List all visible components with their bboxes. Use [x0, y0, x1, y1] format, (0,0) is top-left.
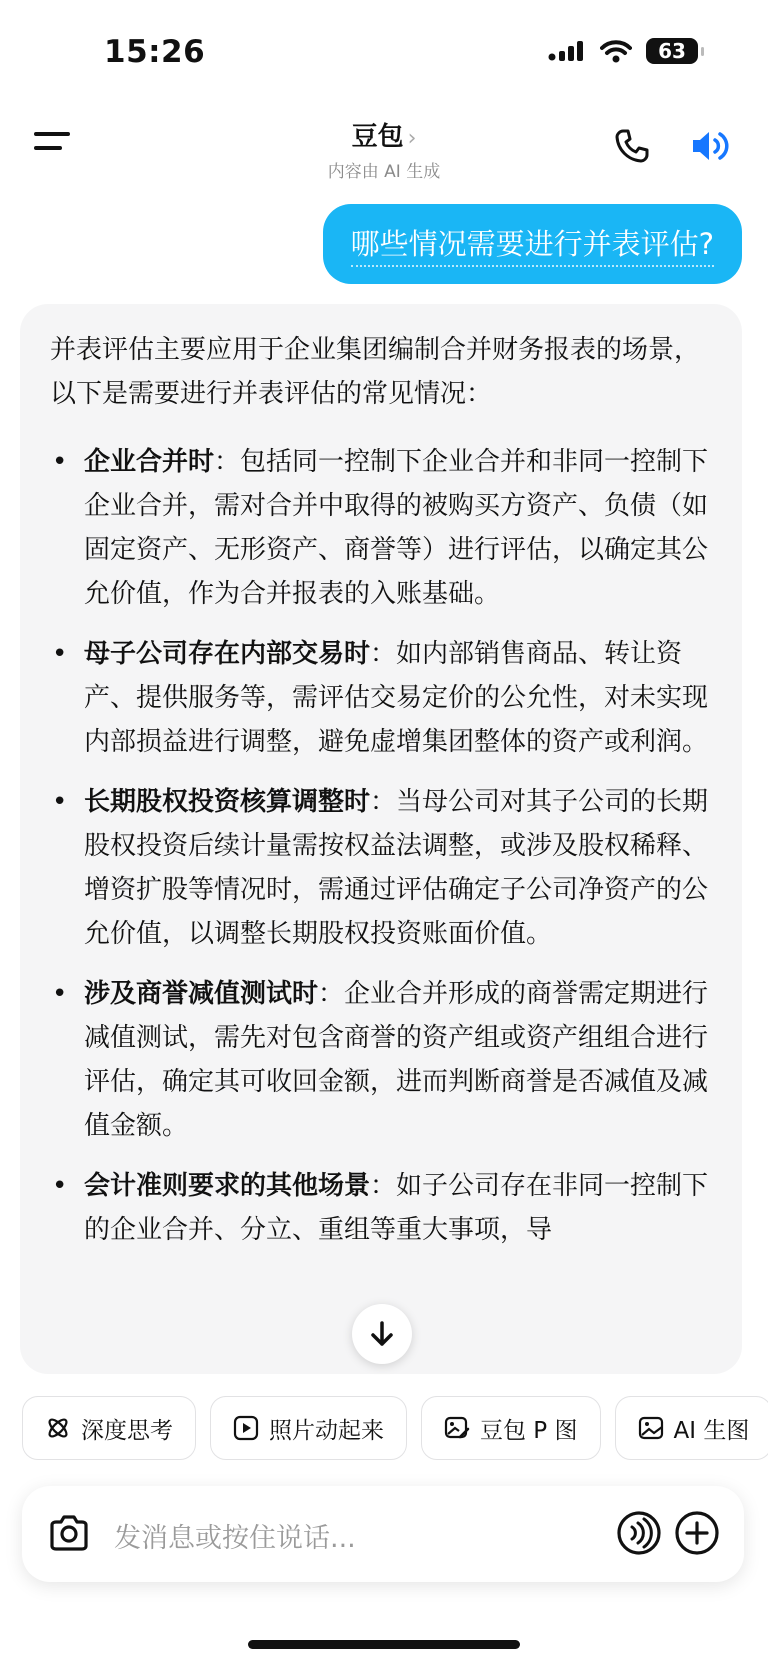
list-item-title: 企业合并时	[84, 447, 215, 477]
status-time: 15:26	[104, 34, 206, 70]
list-item	[50, 780, 714, 956]
image-edit-icon	[444, 1415, 470, 1441]
list-item-title: 会计准则要求的其他场景	[84, 1171, 371, 1201]
chat-title[interactable]	[0, 116, 768, 153]
list-item-body: ：如子公司存在非同一控制下的企业合并、分立、重组等重大事项，导	[84, 1171, 709, 1245]
atom-icon	[45, 1415, 71, 1441]
chip-label: 照片动起来	[269, 1417, 384, 1444]
signal-icon	[548, 39, 586, 63]
scroll-to-bottom-button[interactable]	[352, 1304, 412, 1364]
image-icon	[638, 1415, 664, 1441]
chip-label: 深度思考	[81, 1417, 173, 1444]
plus-icon[interactable]	[674, 1510, 720, 1556]
chip-animate-photo[interactable]	[210, 1396, 407, 1460]
quick-actions	[22, 1396, 768, 1460]
message-composer	[22, 1486, 744, 1582]
status-indicators	[548, 38, 698, 64]
home-indicator	[248, 1640, 520, 1649]
chip-label: 豆包 P 图	[480, 1417, 578, 1444]
camera-icon[interactable]	[48, 1513, 90, 1553]
answer-list	[50, 440, 714, 1252]
arrow-down-icon	[369, 1320, 395, 1348]
battery-icon	[646, 38, 698, 64]
chip-deep-thinking[interactable]	[22, 1396, 196, 1460]
message-input[interactable]: 发消息或按住说话...	[114, 1523, 356, 1554]
play-square-icon	[233, 1415, 259, 1441]
assistant-answer	[20, 304, 742, 1374]
list-item-body: ：包括同一控制下企业合并和非同一控制下企业合并，需对合并中取得的被购买方资产、负债（如固定资产、无形资产、商誉等）进行评估，以确定其公允价值，作为合并报表的入账基础。	[84, 447, 709, 609]
battery-level: 63	[658, 39, 686, 63]
list-item-body: ：企业合并形成的商誉需定期进行减值测试，需先对包含商誉的资产组或资产组组合进行评估，确定其可收回金额，进而判断商誉是否减值及减值金额。	[84, 979, 709, 1141]
list-item	[50, 1164, 714, 1252]
user-message-text: 哪些情况需要进行并表评估?	[351, 222, 714, 267]
list-item-body: ：如内部销售商品、转让资产、提供服务等，需评估交易定价的公允性，对未实现内部损益进行调整，避免虚增集团整体的资产或利润。	[84, 639, 709, 757]
list-item	[50, 972, 714, 1148]
speaker-icon[interactable]	[690, 128, 732, 164]
chevron-right-icon: ›	[407, 126, 417, 151]
list-item-title: 涉及商誉减值测试时	[84, 979, 319, 1009]
list-item	[50, 440, 714, 616]
wifi-icon	[600, 39, 632, 63]
chat-title-text: 豆包	[351, 122, 404, 152]
user-message-bubble[interactable]	[323, 204, 742, 284]
answer-intro: 并表评估主要应用于企业集团编制合并财务报表的场景，以下是需要进行并表评估的常见情况：	[50, 335, 701, 409]
chip-photo-edit[interactable]	[421, 1396, 601, 1460]
list-item-body: ：当母公司对其子公司的长期股权投资后续计量需按权益法调整，或涉及股权稀释、增资扩股等情况时，需通过评估确定子公司净资产的公允价值，以调整长期股权投资账面价值。	[84, 787, 709, 949]
list-item-title: 长期股权投资核算调整时	[84, 787, 371, 817]
ai-generated-notice: 内容由 AI 生成	[327, 162, 441, 182]
chip-ai-image[interactable]	[615, 1396, 768, 1460]
phone-call-icon[interactable]	[614, 128, 650, 164]
list-item	[50, 632, 714, 764]
list-item-title: 母子公司存在内部交易时	[84, 639, 371, 669]
chat-header	[0, 116, 768, 182]
voice-icon[interactable]	[616, 1510, 662, 1556]
chip-label: AI 生图	[673, 1417, 750, 1444]
